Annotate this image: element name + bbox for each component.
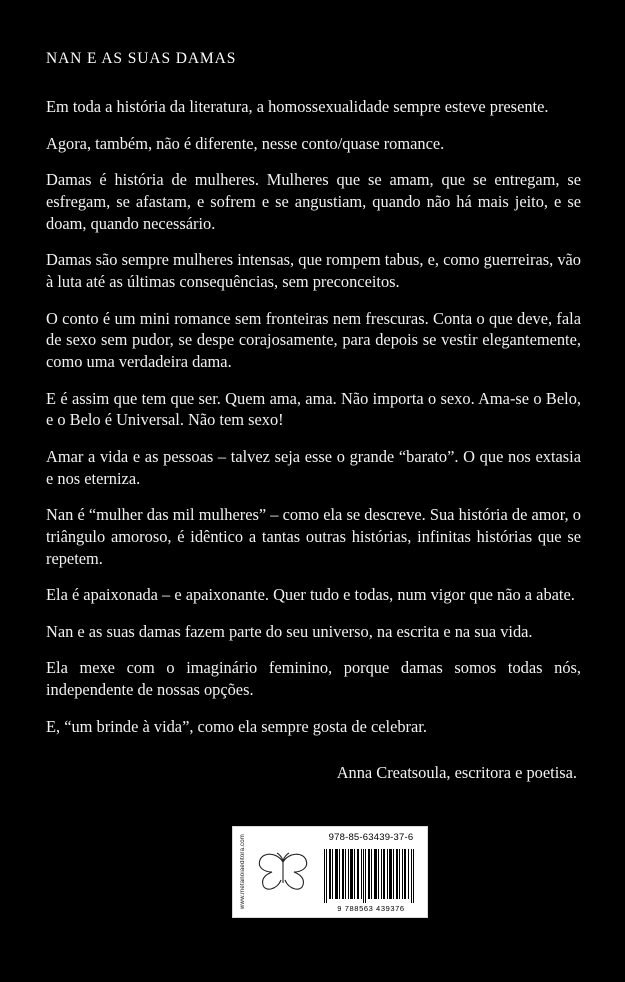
paragraph: O conto é um mini romance sem fronteiras nem frescuras. Conta o que deve, fala de sexo sem pudor, se despe corajosamente, para depois se vestir elegantemente, como uma verdadeira dama. <box>46 308 581 371</box>
paragraph: E é assim que tem que ser. Quem ama, ama. Não importa o sexo. Ama-se o Belo, e o Belo é Universal. Não tem sexo! <box>46 388 581 430</box>
paragraph: Damas são sempre mulheres intensas, que rompem tabus, e, como guerreiras, vão à luta até as últimas consequências, sem preconceitos. <box>46 250 581 291</box>
paragraph: Amar a vida e as pessoas – talvez seja esse o grande “barato”. O que nos extasia e nos eterniza. <box>46 446 581 488</box>
paragraph: Ela mexe com o imaginário feminino, porque damas somos todas nós, independente de nossas opções. <box>46 658 581 700</box>
butterfly-icon <box>247 832 319 913</box>
paragraph: Agora, também, não é diferente, nesse conto/quase romance. <box>46 133 445 153</box>
barcode-image <box>321 845 421 903</box>
isbn-barcode-block <box>232 826 428 918</box>
publisher-url: www.metanoiaeditora.com <box>240 834 246 910</box>
paragraph: Damas é história de mulheres. Mulheres que se amam, que se entregam, se esfregam, se afastam, e sofrem e se angustiam, quando não há mais jeito, e se doam, quando necessário. <box>46 170 581 233</box>
paragraph: Nan é “mulher das mil mulheres” – como ela se descreve. Sua história de amor, o triângulo amoroso, é idêntico a tantas outras histórias, infinitas histórias que se repetem. <box>46 505 581 568</box>
barcode-area <box>319 832 421 913</box>
author-signature: Anna Creatsoula, escritora e poetisa. <box>336 763 577 783</box>
isbn-number: 978-85-63439-37-6 <box>328 832 414 843</box>
paragraph: Nan e as suas damas fazem parte do seu universo, na escrita e na sua vida. <box>46 621 533 641</box>
paragraph: E, “um brinde à vida”, como ela sempre gosta de celebrar. <box>46 716 427 736</box>
barcode-digits: 9 788563 439376 <box>337 904 405 913</box>
page-title: NAN E AS SUAS DAMAS <box>46 50 237 67</box>
back-cover-text <box>46 96 581 737</box>
publisher-logo-area <box>239 832 319 913</box>
paragraph: Em toda a história da literatura, a homossexualidade sempre esteve presente. <box>46 97 549 116</box>
paragraph: Ela é apaixonada – e apaixonante. Quer tudo e todas, num vigor que não a abate. <box>46 585 575 605</box>
